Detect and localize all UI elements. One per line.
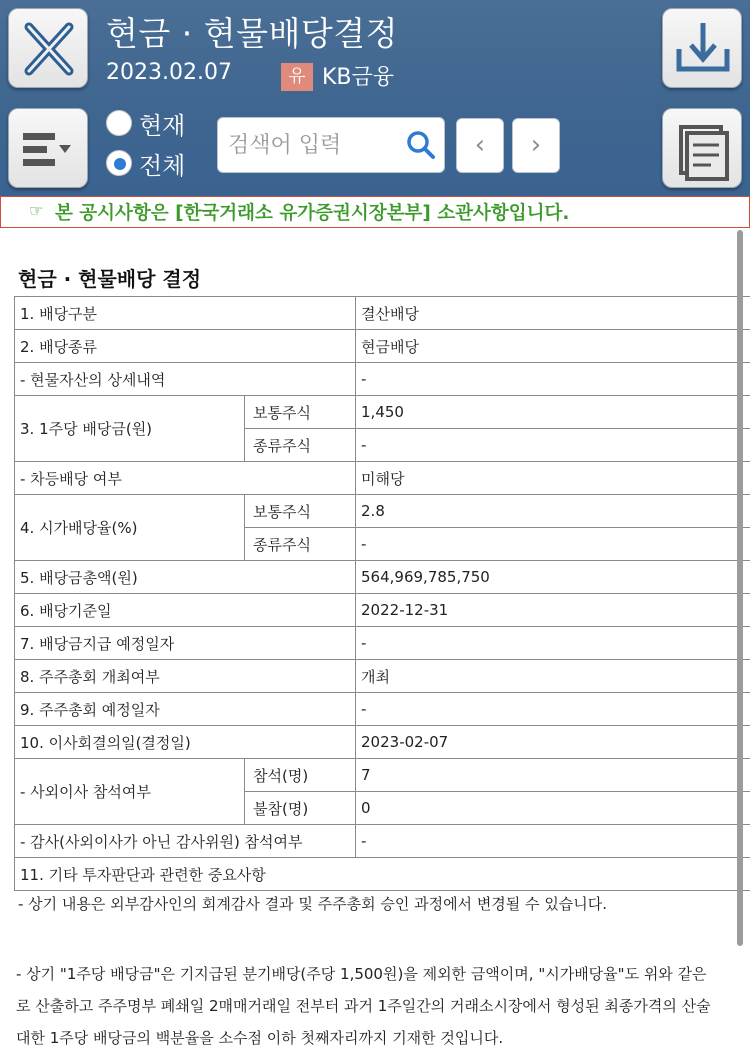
note-line: 로 산출하고 주주명부 폐쇄일 2매매거래일 전부터 과거 1주일간의 거래소시장에서 형성된 최종가격의 산술 xyxy=(16,997,711,1015)
note-line: - 상기 내용은 외부감사인의 회계감사 결과 및 주주총회 승인 과정에서 변경될 수 있습니다. xyxy=(18,895,608,913)
row-label: 1. 배당구분 xyxy=(15,297,356,330)
table-row xyxy=(15,825,750,858)
row-label: - 현물자산의 상세내역 xyxy=(15,363,356,396)
row-label: 8. 주주총회 개최여부 xyxy=(15,660,356,693)
close-icon xyxy=(9,9,89,89)
table-row xyxy=(15,627,750,660)
menu-button[interactable] xyxy=(8,108,88,188)
radio-current-dot[interactable] xyxy=(106,110,132,136)
note-line: - 상기 "1주당 배당금"은 기지급된 분기배당(주당 1,500원)을 제외한 금액이며, "시가배당율"도 위와 같은 xyxy=(16,965,707,983)
company-name[interactable]: KB금융 xyxy=(322,65,395,90)
row-value: 결산배당 xyxy=(356,297,750,330)
table-row xyxy=(15,297,750,330)
row-value: 현금배당 xyxy=(356,330,750,363)
row-value: - xyxy=(356,363,750,396)
row-label: - 차등배당 여부 xyxy=(15,462,356,495)
row-value: - xyxy=(356,429,750,462)
row-sublabel: 보통주식 xyxy=(245,495,356,528)
dividend-table xyxy=(14,296,750,891)
table-row xyxy=(15,396,750,429)
table-row xyxy=(15,330,750,363)
download-button[interactable] xyxy=(662,8,742,88)
page-title: 현금 · 현물배당결정 xyxy=(106,14,398,53)
row-label: 10. 이사회결의일(결정일) xyxy=(15,726,356,759)
market-badge: 유 xyxy=(281,63,313,91)
close-button[interactable] xyxy=(8,8,88,88)
note-line: 대한 1주당 배당금의 백분율을 소수점 이하 첫째자리까지 기재한 것입니다. xyxy=(16,1029,504,1047)
table-row xyxy=(15,693,750,726)
document-copy-icon xyxy=(663,109,743,189)
row-sublabel: 보통주식 xyxy=(245,396,356,429)
table-row xyxy=(15,726,750,759)
table-row xyxy=(15,594,750,627)
row-label: 6. 배당기준일 xyxy=(15,594,356,627)
section-title: 현금 · 현물배당 결정 xyxy=(18,267,202,291)
row-label: - 감사(사외이사가 아닌 감사위원) 참석여부 xyxy=(15,825,356,858)
radio-all-dot[interactable] xyxy=(106,150,132,176)
notice-text: 본 공시사항은 [한국거래소 유가증권시장본부] 소관사항입니다. xyxy=(55,203,570,224)
row-value: 미해당 xyxy=(356,462,750,495)
pointing-hand-icon: ☞ xyxy=(29,201,44,220)
row-value: - xyxy=(356,627,750,660)
row-value: - xyxy=(356,528,750,561)
table-row xyxy=(15,495,750,528)
row-value: - xyxy=(356,693,750,726)
next-result-button[interactable]: › xyxy=(512,118,560,173)
table-row xyxy=(15,462,750,495)
row-label: 9. 주주총회 예정일자 xyxy=(15,693,356,726)
row-value: 2.8 xyxy=(356,495,750,528)
row-value: 2022-12-31 xyxy=(356,594,750,627)
download-icon xyxy=(663,9,743,89)
radio-all[interactable] xyxy=(106,146,216,182)
disclosure-date: 2023.02.07 xyxy=(106,60,232,85)
row-label: - 사외이사 참석여부 xyxy=(15,759,245,825)
row-sublabel: 종류주식 xyxy=(245,429,356,462)
note-paragraph xyxy=(16,958,750,1054)
prev-result-button[interactable]: ‹ xyxy=(456,118,504,173)
menu-dropdown-icon xyxy=(9,109,89,189)
row-value: 564,969,785,750 xyxy=(356,561,750,594)
table-row xyxy=(15,363,750,396)
search-icon[interactable] xyxy=(406,130,436,160)
vertical-scrollbar[interactable] xyxy=(737,230,743,946)
header-bar xyxy=(0,0,750,196)
row-value: 7 xyxy=(356,759,750,792)
radio-current-label: 현재 xyxy=(139,112,186,140)
row-value: 1,450 xyxy=(356,396,750,429)
search-input[interactable] xyxy=(228,128,398,162)
copy-document-button[interactable] xyxy=(662,108,742,188)
radio-all-label: 전체 xyxy=(139,152,186,180)
row-label: 11. 기타 투자판단과 관련한 중요사항 xyxy=(15,858,750,891)
row-label: 2. 배당종류 xyxy=(15,330,356,363)
row-value: 0 xyxy=(356,792,750,825)
table-row xyxy=(15,759,750,792)
row-sublabel: 불참(명) xyxy=(245,792,356,825)
table-row xyxy=(15,660,750,693)
notice-banner xyxy=(0,196,750,228)
row-label: 7. 배당금지급 예정일자 xyxy=(15,627,356,660)
row-value: - xyxy=(356,825,750,858)
row-sublabel: 종류주식 xyxy=(245,528,356,561)
row-value: 2023-02-07 xyxy=(356,726,750,759)
table-row xyxy=(15,858,750,891)
row-label: 5. 배당금총액(원) xyxy=(15,561,356,594)
row-sublabel: 참석(명) xyxy=(245,759,356,792)
row-value: 개최 xyxy=(356,660,750,693)
table-row xyxy=(15,561,750,594)
radio-current[interactable] xyxy=(106,106,216,142)
search-box[interactable] xyxy=(217,117,445,173)
row-label: 3. 1주당 배당금(원) xyxy=(15,396,245,462)
row-label: 4. 시가배당율(%) xyxy=(15,495,245,561)
